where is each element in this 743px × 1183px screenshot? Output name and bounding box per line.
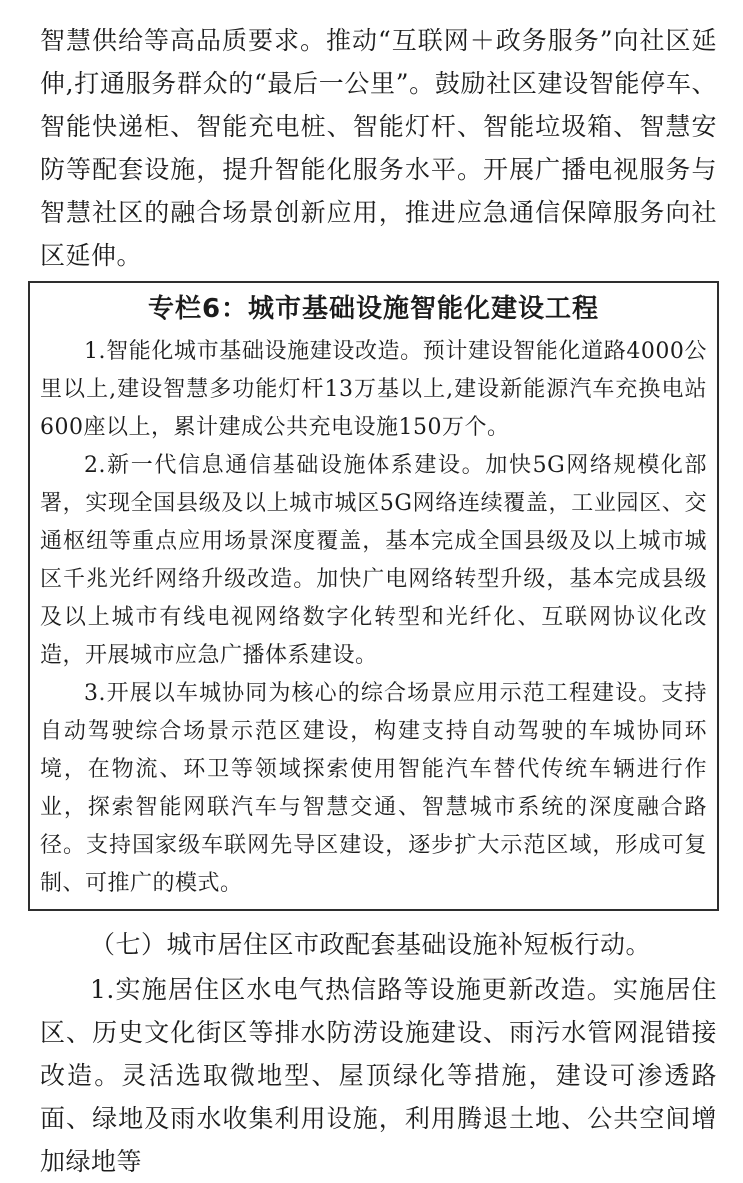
column-box-item-2: 2.新一代信息通信基础设施体系建设。加快5G网络规模化部署，实现全国县级及以上城市城区5G网络连续覆盖，工业园区、交通枢纽等重点应用场景深度覆盖，基本完成全国县级及以上城市城区千兆光纤网络升级改造。加快广电网络转型升级，基本完成县级及以上城市有线电视网络数字化转型和光纤化、互联网协议化改造，开展城市应急广播体系建设。: [40, 453, 707, 668]
column-box-title: 专栏6：城市基础设施智能化建设工程: [147, 294, 600, 324]
section-heading: （七）城市居住区市政配套基础设施补短板行动。: [90, 930, 652, 959]
column-box: [28, 281, 719, 911]
closing-paragraph: 1.实施居住区水电气热信路等设施更新改造。实施居住区、历史文化街区等排水防涝设施建设、雨污水管网混错接改造。灵活选取微地型、屋顶绿化等措施，建设可渗透路面、绿地及雨水收集利用设施，利用腾退土地、公共空间增加绿地等: [40, 975, 717, 1176]
intro-paragraph: 智慧供给等高品质要求。推动“互联网＋政务服务”向社区延伸,打通服务群众的“最后一公里”。鼓励社区建设智能停车、智能快递柜、智能充电桩、智能灯杆、智能垃圾箱、智慧安防等配套设施，提升智能化服务水平。开展广播电视服务与智慧社区的融合场景创新应用，推进应急通信保障服务向社区延伸。: [40, 26, 717, 270]
column-box-item-1: 1.智能化城市基础设施建设改造。预计建设智能化道路4000公里以上,建设智慧多功能灯杆13万基以上,建设新能源汽车充换电站600座以上，累计建成公共充电设施150万个。: [40, 339, 707, 440]
column-box-item-3: 3.开展以车城协同为核心的综合场景应用示范工程建设。支持自动驾驶综合场景示范区建设，构建支持自动驾驶的车城协同环境，在物流、环卫等领域探索使用智能汽车替代传统车辆进行作业，探索智能网联汽车与智慧交通、智慧城市系统的深度融合路径。支持国家级车联网先导区建设，逐步扩大示范区域，形成可复制、可推广的模式。: [40, 681, 707, 896]
